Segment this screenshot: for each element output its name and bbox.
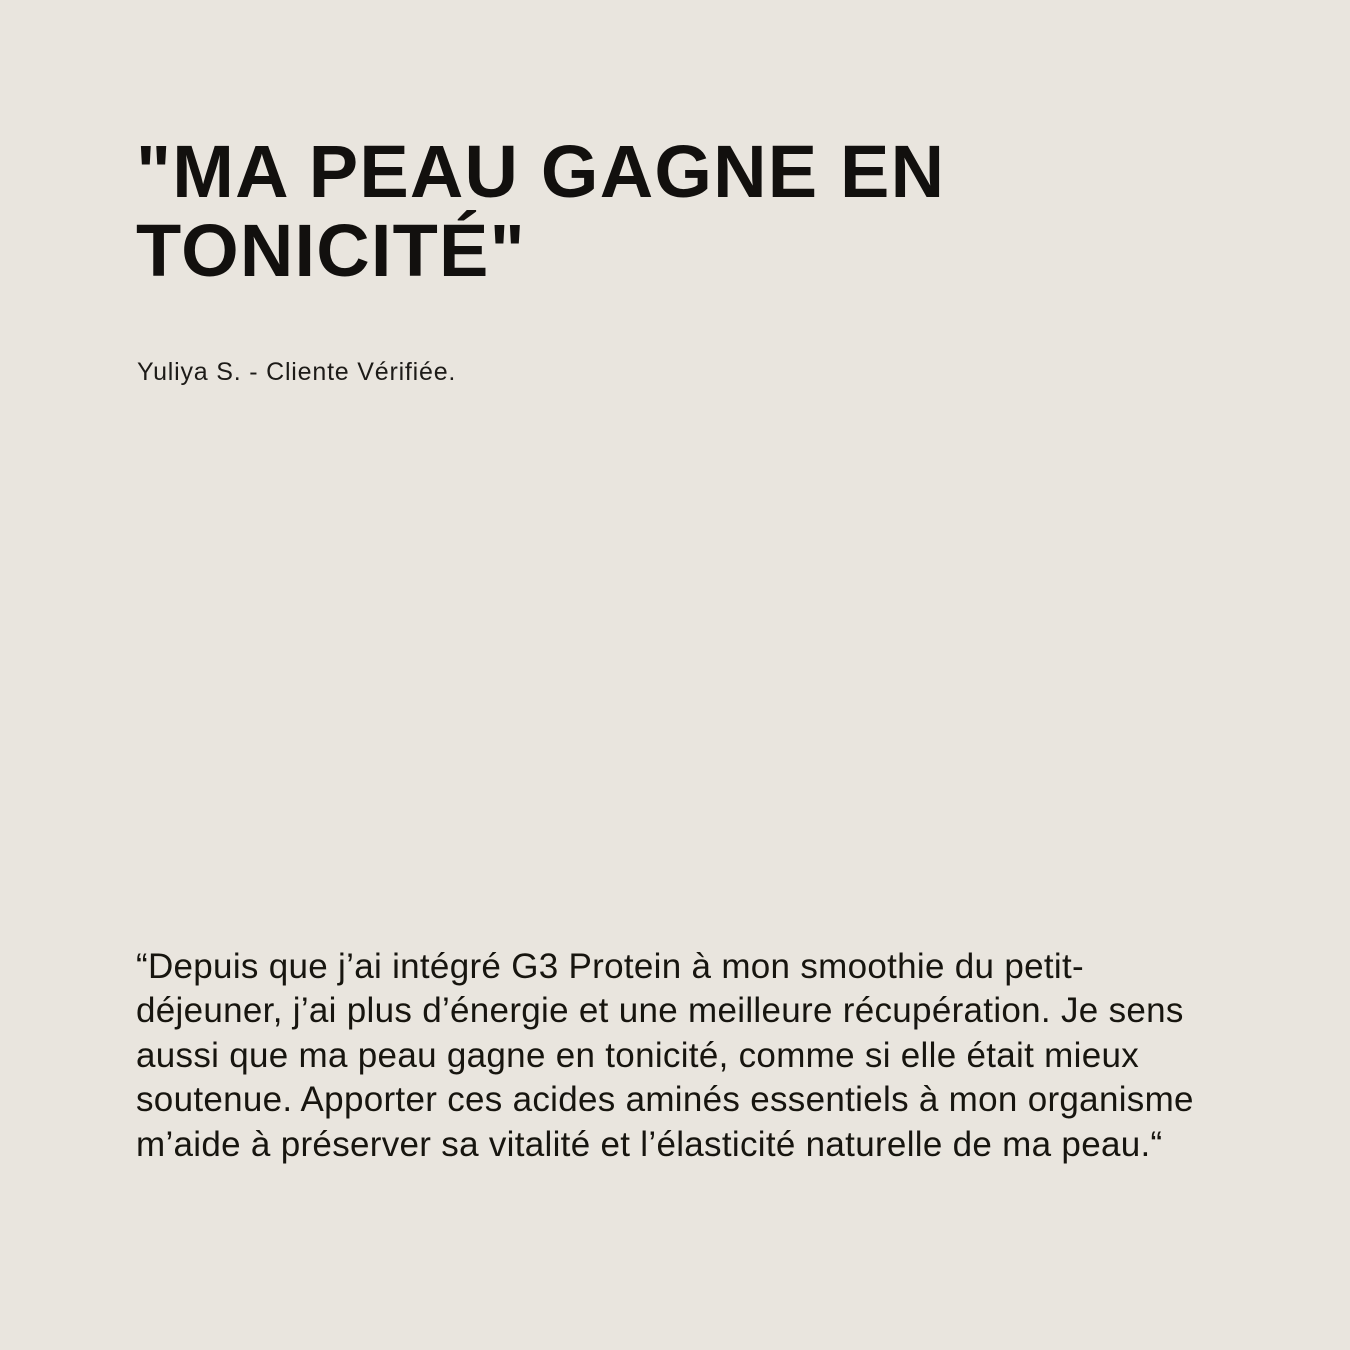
- testimonial-attribution: Yuliya S. - Cliente Vérifiée.: [137, 358, 457, 386]
- testimonial-quote: “Depuis que j’ai intégré G3 Protein à mon smoothie du petit-déjeuner, j’ai plus d’énergie et une meilleure récupération. Je sens aussi que ma peau gagne en tonicité, comme si elle était mieux soutenue. Apporter ces acides aminés essentiels à mon organisme m’aide à préserver sa vitalité et l’élasticité naturelle de ma peau.“: [136, 947, 1194, 1164]
- page-title: "MA PEAU GAGNE EN TONICITÉ": [136, 130, 946, 293]
